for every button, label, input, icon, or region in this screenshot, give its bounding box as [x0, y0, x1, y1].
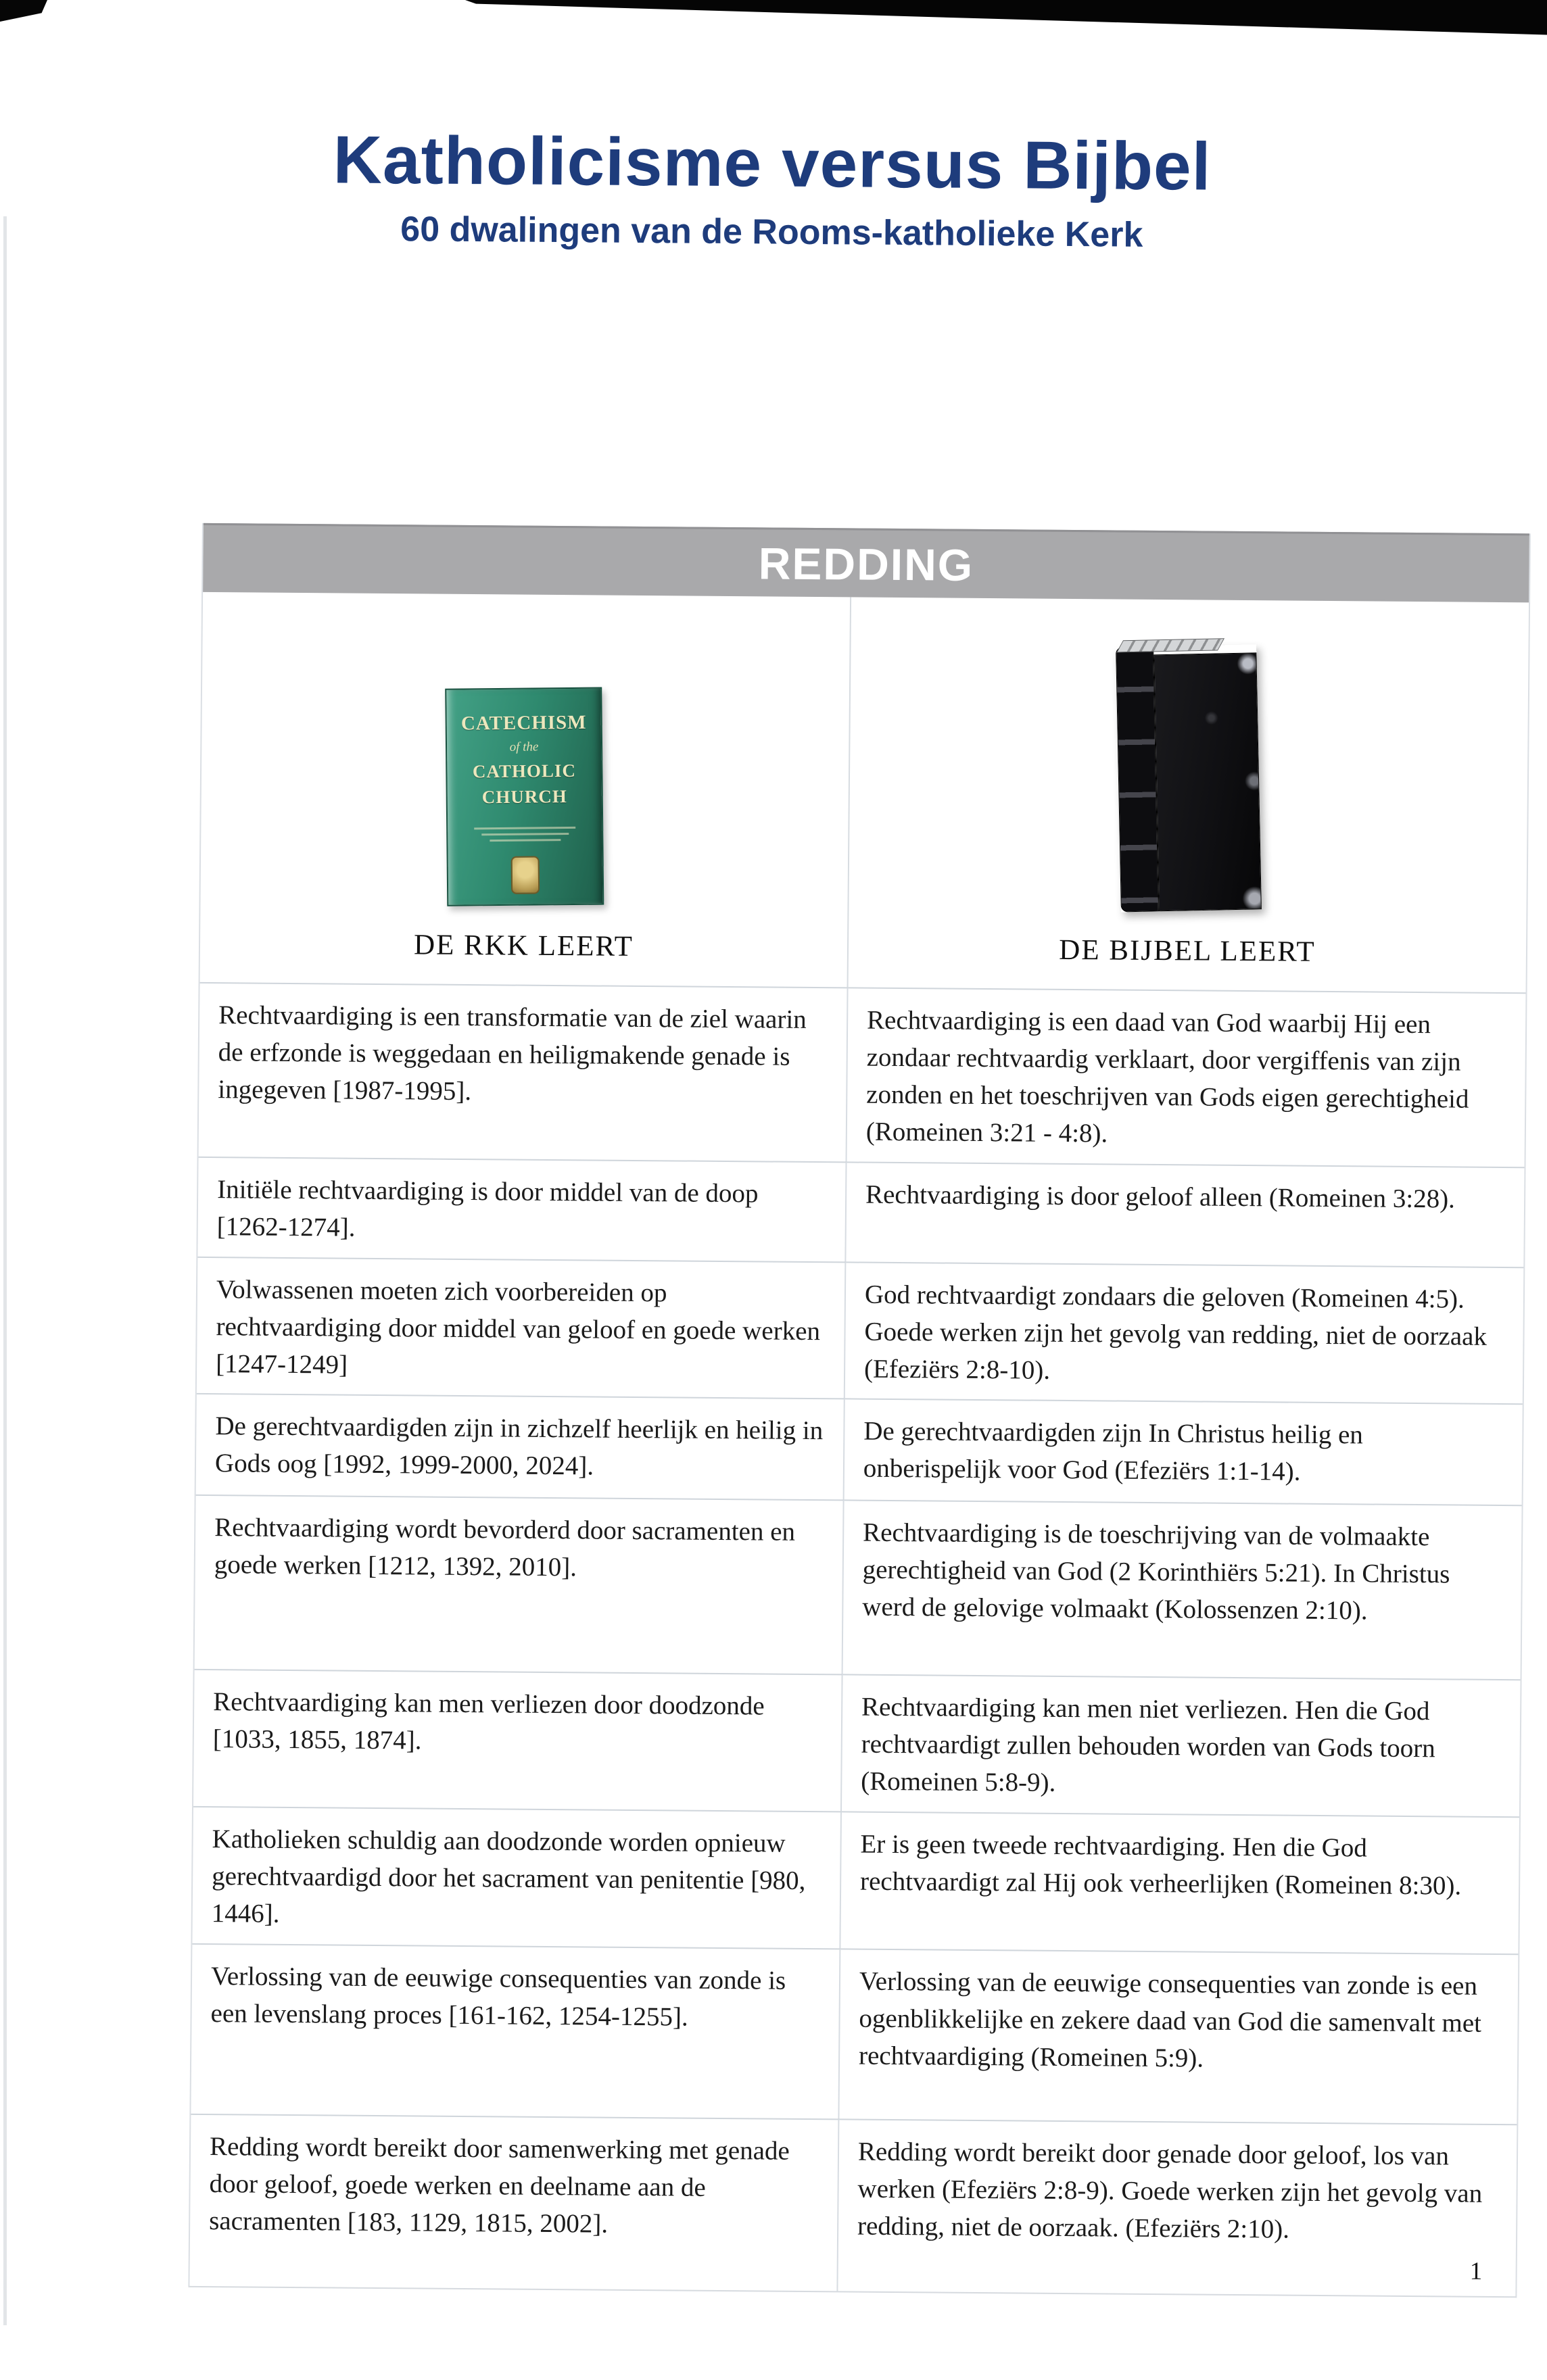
bible-book-image: [1116, 644, 1262, 912]
catechism-book-image: [446, 687, 604, 906]
column-header-rkk: DE RKK LEERT: [413, 929, 634, 963]
table-cell-rkk: Redding wordt bereikt door samenwerking met genade door geloof, goede werken en deelname aan de sacramenten [183, 1129, 1815, 2002].: [189, 2114, 839, 2291]
table-cell-rkk: Initiële rechtvaardiging is door middel van de doop [1262-1274].: [197, 1156, 847, 1261]
catechism-cover-title-line: CATECHISM: [461, 711, 588, 735]
section-banner: [203, 523, 1529, 602]
catechism-emblem-icon: [511, 856, 540, 894]
column-header-bijbel: DE BIJBEL LEERT: [1059, 933, 1316, 968]
catechism-cover-title-line: of the: [510, 739, 539, 754]
table-cell-rkk: De gerechtvaardigden zijn in zichzelf heerlijk en heilig in Gods oog [1992, 1999-2000, 2024].: [196, 1393, 845, 1500]
table-cell-rkk: Verlossing van de eeuwige consequenties van zonde is een levenslang proces [161-162, 1254-1255].: [191, 1943, 840, 2119]
page-number: 1: [1469, 2257, 1483, 2285]
table-cell-bijbel: Rechtvaardiging is een daad van God waarbij Hij een zondaar rechtvaardig verklaart, door vergiffenis van zijn zonden en het toeschrijven van Gods eigen gerechtigheid (Romeinen 3:21 - 4:8).: [847, 987, 1525, 1167]
rkk-header-cell: [200, 592, 851, 987]
table-cell-bijbel: Redding wordt bereikt door genade door geloof, los van werken (Efeziërs 2:8-9). Goede werken zijn het gevolg van redding, niet de oorzaak. (Efeziërs 2:10).: [838, 2119, 1517, 2297]
table-cell-bijbel: Rechtvaardiging is de toeschrijving van de volmaakte gerechtigheid van God (2 Korinthiërs 5:21). In Christus werd de gelovige volmaakt (Kolossenzen 2:10).: [843, 1500, 1522, 1680]
section-banner-label: REDDING: [758, 537, 974, 590]
table-cell-bijbel: De gerechtvaardigden zijn In Christus heilig en onberispelijk voor God (Efeziërs 1:1-14).: [844, 1399, 1523, 1505]
table-cell-bijbel: God rechtvaardigt zondaars die geloven (Romeinen 4:5). Goede werken zijn het gevolg van redding, niet de oorzaak (Efeziërs 2:8-10).: [845, 1261, 1524, 1404]
catechism-book-stage: [214, 627, 836, 908]
bijbel-header-cell: [848, 597, 1529, 992]
table-cell-bijbel: Er is geen tweede rechtvaardiging. Hen die God rechtvaardigt zal Hij ook verheerlijken (Romeinen 8:30).: [840, 1812, 1519, 1954]
table-cell-bijbel: Verlossing van de eeuwige consequenties van zonde is een ogenblikkelijke en zekere daad van God die samenvalt met rechtvaardiging (Romeinen 5:9).: [839, 1949, 1518, 2124]
catechism-cover-title-line: CATHOLIC: [473, 760, 577, 782]
bible-pages-edge: [1116, 638, 1224, 652]
comparison-table: [188, 523, 1530, 2298]
page-subtitle: 60 dwalingen van de Rooms-katholieke Kerk: [400, 210, 1143, 255]
table-cell-rkk: Rechtvaardiging is een transformatie van de ziel waarin de erfzonde is weggedaan en heiligmakende genade is ingegeven [1987-1995].: [199, 982, 849, 1161]
table-cell-rkk: Katholieken schuldig aan doodzonde worden opnieuw gerechtvaardigd door het sacrament van penitentie [980, 1446].: [192, 1806, 841, 1948]
bible-spine: [1116, 646, 1159, 912]
bible-book-stage: [862, 633, 1515, 914]
comparison-grid: [189, 592, 1529, 2297]
table-cell-rkk: Rechtvaardiging wordt bevorderd door sacramenten en goede werken [1212, 1392, 2010].: [195, 1495, 844, 1674]
catechism-fineprint: [475, 827, 576, 842]
bible-cover: [1153, 652, 1262, 911]
page-title: Katholicisme versus Bijbel: [333, 122, 1212, 205]
table-cell-bijbel: Rechtvaardiging is door geloof alleen (Romeinen 3:28).: [846, 1161, 1524, 1267]
catechism-cover-title-line: CHURCH: [482, 785, 568, 807]
table-cell-bijbel: Rechtvaardiging kan men niet verliezen. Hen die God rechtvaardigt zullen behouden worden van Gods toorn (Romeinen 5:8-9).: [842, 1674, 1521, 1817]
table-cell-rkk: Volwassenen moeten zich voorbereiden op rechtvaardiging door middel van geloof en goede werken [1247-1249]: [197, 1256, 846, 1398]
table-cell-rkk: Rechtvaardiging kan men verliezen door doodzonde [1033, 1855, 1874].: [193, 1669, 842, 1811]
